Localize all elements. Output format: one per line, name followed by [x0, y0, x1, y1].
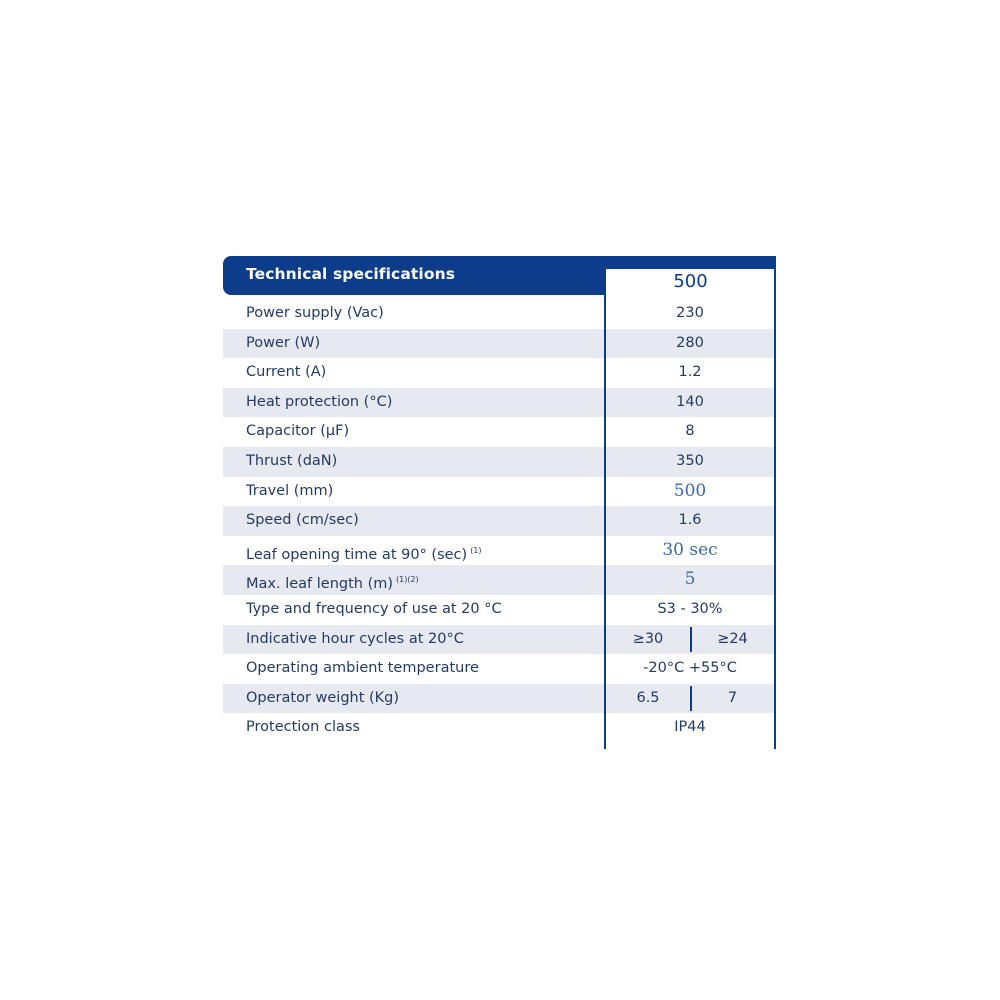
spec-label: Speed (cm/sec) [246, 512, 359, 529]
spec-label: Heat protection (°C) [246, 393, 393, 410]
table-row [223, 447, 776, 477]
table-row [223, 595, 776, 625]
footnote-marker: (1) [470, 545, 482, 555]
spec-label: Current (A) [246, 364, 327, 381]
spec-rows [223, 299, 776, 743]
table-row [223, 625, 776, 655]
spec-value: -20°C +55°C [643, 660, 737, 677]
spec-label: Type and frequency of use at 20 °C [246, 600, 502, 617]
table-header [223, 256, 776, 295]
spec-label: Power (W) [246, 334, 321, 351]
spec-value: 500 [673, 480, 707, 501]
spec-value: 280 [676, 334, 704, 351]
table-row [223, 713, 776, 743]
spec-label: Protection class [246, 719, 360, 736]
table-row [223, 329, 776, 359]
table-row [223, 506, 776, 536]
table-right-border [774, 256, 776, 749]
spec-value-a: 6.5 [636, 689, 660, 706]
spec-label: Power supply (Vac) [246, 305, 384, 321]
spec-value: 230 [676, 305, 704, 321]
spec-value: IP44 [674, 719, 706, 736]
spec-value: 140 [676, 393, 704, 410]
table-row [223, 536, 776, 566]
spec-label: Indicative hour cycles at 20°C [246, 630, 464, 647]
spec-value: 5 [684, 569, 696, 590]
table-title: Technical specifications [246, 265, 456, 283]
spec-label-text: Max. leaf length (m) [246, 576, 394, 593]
spec-value-a: ≥30 [632, 630, 664, 647]
spec-value: 8 [685, 423, 695, 440]
spec-value: 350 [676, 452, 704, 469]
table-row [223, 654, 776, 684]
spec-label: Operating ambient temperature [246, 660, 479, 677]
spec-value: S3 - 30% [657, 600, 723, 617]
spec-value-b: ≥24 [717, 630, 748, 647]
table-row [223, 417, 776, 447]
table-row [223, 565, 776, 595]
spec-value: 1.6 [678, 512, 702, 529]
spec-label-text: Leaf opening time at 90° (sec) [246, 546, 468, 563]
column-divider [604, 256, 606, 749]
footnote-marker: (1)(2) [396, 575, 419, 585]
spec-label: Travel (mm) [246, 482, 334, 499]
table-row [223, 477, 776, 507]
spec-label: Thrust (daN) [246, 452, 338, 469]
table-row [223, 299, 776, 329]
spec-value: 30 sec [662, 539, 718, 560]
spec-value: 1.2 [678, 364, 702, 381]
spec-value-b: 7 [727, 689, 738, 706]
table-row [223, 388, 776, 418]
spec-label: Capacitor (µF) [246, 423, 350, 440]
spec-label: Operator weight (Kg) [246, 689, 400, 706]
table-row [223, 684, 776, 714]
table-row [223, 358, 776, 388]
model-label: 500 [605, 269, 776, 295]
technical-specifications-table [223, 256, 776, 749]
